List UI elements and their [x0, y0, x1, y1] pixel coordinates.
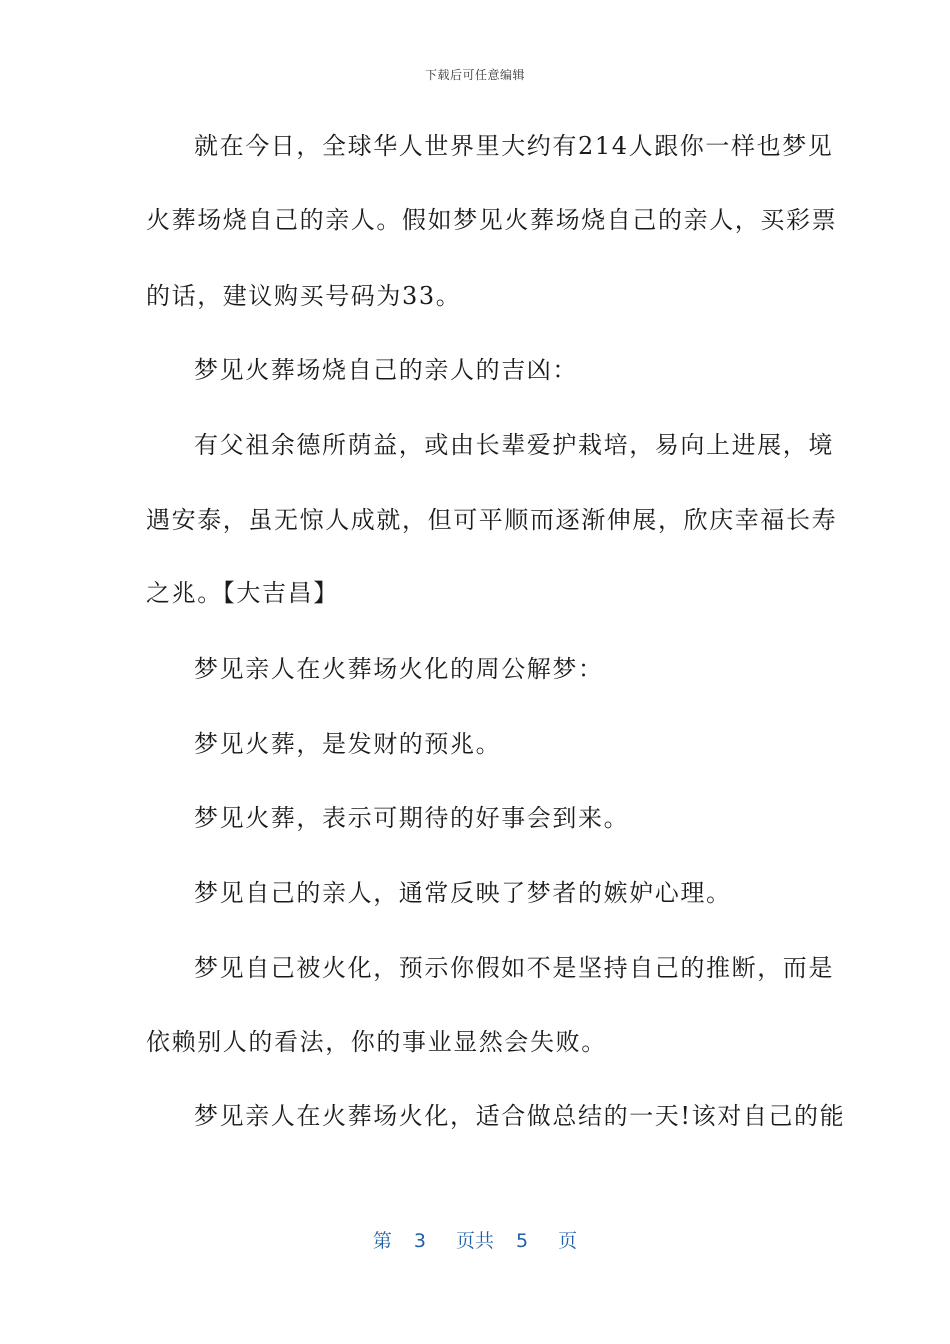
paragraph-line: 梦见火葬，表示可期待的好事会到来。 [194, 804, 630, 832]
paragraph-line: 梦见亲人在火葬场火化，适合做总结的一天!该对自己的能 [194, 1102, 846, 1130]
paragraph-line: 的话，建议购买号码为33。 [146, 282, 462, 310]
paragraph-line: 有父祖余德所荫益，或由长辈爱护栽培，易向上进展，境 [194, 431, 834, 459]
page-footer [0, 1226, 950, 1253]
paragraph-line: 依赖别人的看法，你的事业显然会失败。 [146, 1028, 607, 1056]
paragraph-line: 遇安泰，虽无惊人成就，但可平顺而逐渐伸展，欣庆幸福长寿 [146, 506, 838, 534]
footer-suffix: 页 [558, 1230, 578, 1252]
paragraph-line: 梦见亲人在火葬场火化的周公解梦： [194, 655, 604, 683]
paragraph-line: 就在今日，全球华人世界里大约有214人跟你一样也梦见 [194, 132, 834, 160]
paragraph-line: 之兆。【大吉昌】 [146, 579, 339, 607]
paragraph-line: 火葬场烧自己的亲人。假如梦见火葬场烧自己的亲人，买彩票 [146, 206, 838, 234]
current-page-number: 3 [413, 1230, 426, 1252]
footer-middle: 页共 [455, 1230, 494, 1252]
paragraph-line: 梦见自己被火化，预示你假如不是坚持自己的推断，而是 [194, 954, 834, 982]
footer-prefix: 第 [372, 1230, 392, 1252]
paragraph-line: 梦见火葬场烧自己的亲人的吉凶： [194, 356, 578, 384]
page-header: 下载后可任意编辑 [424, 68, 525, 82]
paragraph-line: 梦见火葬，是发财的预兆。 [194, 730, 502, 758]
total-page-count: 5 [516, 1230, 529, 1252]
paragraph-line: 梦见自己的亲人，通常反映了梦者的嫉妒心理。 [194, 879, 732, 907]
